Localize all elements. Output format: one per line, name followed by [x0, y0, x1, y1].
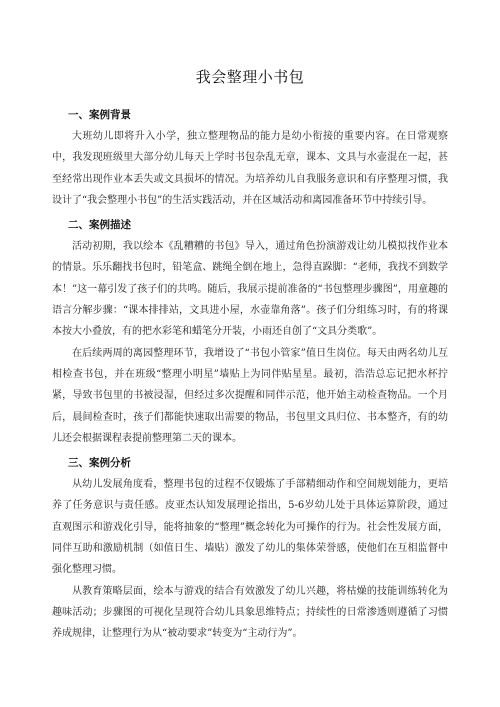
section-heading: 三、案例分析	[68, 457, 131, 470]
section-analysis	[52, 455, 448, 644]
section-heading: 二、案例描述	[68, 219, 131, 232]
paragraph: 在后续两周的离园整理环节，我增设了“书包小管家”值日生岗位。每天由两名幼儿互相检查书包，并在班级“整理小明星”墙贴上为同伴贴星星。最初，浩浩总忘记把水杯拧紧，导致书包里的书被浸湿，但经过多次提醒和同伴示范，他开始主动检查物品。一个月后，晨间检查时，孩子们都能快速取出需要的物品，书包里文具归位、书本整齐，有的幼儿还会根据课程表提前整理第二天的课本。	[52, 347, 448, 444]
paragraph: 大班幼儿即将升入小学，独立整理物品的能力是幼小衔接的重要内容。在日常观察中，我发现班级里大部分幼儿每天上学时书包杂乱无章，课本、文具与水壶混在一起，甚至经常出现作业本丢失或文具损坏的情况。为培养幼儿自我服务意识和有序整理习惯，我设计了“我会整理小书包”的生活实践活动，并在区域活动和离园准备环节中持续引导。	[52, 131, 448, 206]
paragraph: 从教育策略层面，绘本与游戏的结合有效激发了幼儿兴趣，将枯燥的技能训练转化为趣味活动；步骤图的可视化呈现符合幼儿具象思维特点；持续性的日常渗透则遵循了习惯养成规律，让整理行为从“被动要求”转变为“主动行为”。	[52, 585, 448, 640]
section-description	[52, 217, 448, 449]
document-title: 我会整理小书包	[195, 68, 305, 86]
section-heading: 一、案例背景	[68, 109, 131, 121]
paragraph: 从幼儿发展角度看，整理书包的过程不仅锻炼了手部精细动作和空间规划能力，更培养了任务意识与责任感。皮亚杰认知发展理论指出，5-6岁幼儿处于具体运算阶段，通过直观图示和游戏化引导，能将抽象的“整理”概念转化为可操作的行为。社会性发展方面，同伴互助和激励机制（如值日生、墙贴）激发了幼儿的集体荣誉感，使他们在互相监督中强化整理习惯。	[52, 479, 448, 576]
section-background	[52, 107, 448, 211]
paragraph: 活动初期，我以绘本《乱糟糟的书包》导入，通过角色扮演游戏让幼儿模拟找作业本的情景。乐乐翻找书包时，铅笔盒、跳绳全倒在地上，急得直跺脚：“老师，我找不到数学本！”这一幕引发了孩子们的共鸣。随后，我展示提前准备的“书包整理步骤图”，用童趣的语言分解步骤：“课本排排站，文具进小屋，水壶靠角落”。孩子们分组练习时，有的将课本按大小叠放，有的把水彩笔和蜡笔分开装，小雨还自创了“文具分类歌”。	[52, 241, 448, 338]
